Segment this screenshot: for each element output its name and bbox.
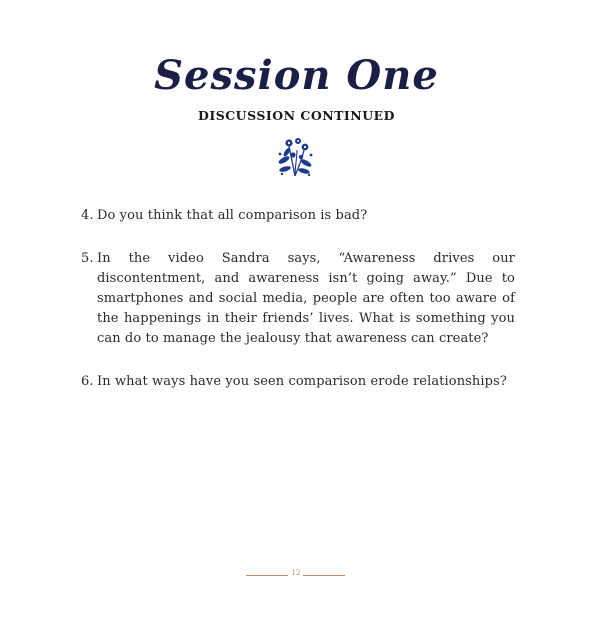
question-item [81,206,515,226]
footer-rule-right [303,575,345,576]
page-footer [0,568,593,582]
page-title: Session One [154,52,439,99]
question-text: In the video Sandra says, “Awareness drives our discontentment, and awareness isn’t going away.” Due to smartphones and social media, people are often too aware of the happenings in their friends’ lives. What is something you can do to manage the jealousy that awareness can create? [97,251,515,346]
question-text: Do you think that all comparison is bad? [97,208,368,223]
question-text: In what ways have you seen comparison erode relationships? [97,374,507,389]
floral-sprig-icon [271,130,321,182]
page-number: 12 [291,569,301,577]
question-item [81,372,515,392]
footer-rule-left [246,575,288,576]
question-list [81,206,515,415]
question-number: 4. [81,208,94,223]
question-number: 5. [81,251,94,266]
question-number: 6. [81,374,94,389]
page-subtitle: DISCUSSION CONTINUED [198,108,395,123]
question-item [81,249,515,349]
